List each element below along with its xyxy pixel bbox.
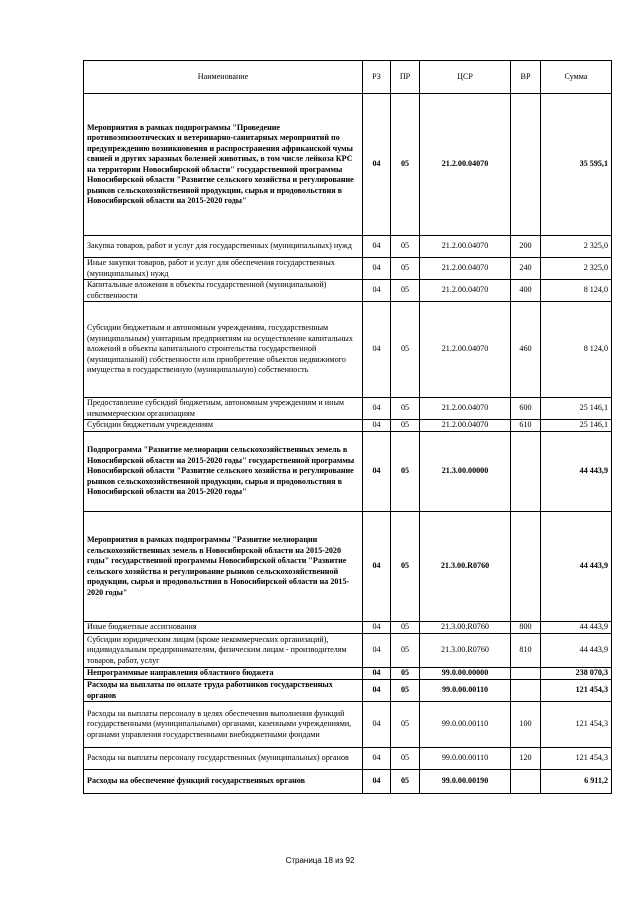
table-body <box>84 94 612 794</box>
cell-csr: 21.3.00.00000 <box>420 432 511 512</box>
cell-vr <box>511 432 541 512</box>
cell-vr <box>511 512 541 622</box>
cell-csr: 99.0.00.00190 <box>420 770 511 794</box>
cell-vr: 240 <box>511 258 541 280</box>
table-header-row <box>84 61 612 94</box>
cell-sum: 6 911,2 <box>541 770 612 794</box>
cell-rz: 04 <box>363 302 391 398</box>
cell-rz: 04 <box>363 668 391 680</box>
cell-rz: 04 <box>363 622 391 634</box>
header-pr: ПР <box>391 61 420 94</box>
cell-rz: 04 <box>363 512 391 622</box>
cell-sum: 121 454,3 <box>541 702 612 748</box>
cell-sum: 25 146,1 <box>541 398 612 420</box>
cell-rz: 04 <box>363 432 391 512</box>
cell-sum: 121 454,3 <box>541 680 612 702</box>
cell-csr: 21.2.00.04070 <box>420 94 511 236</box>
header-vr: ВР <box>511 61 541 94</box>
cell-csr: 21.2.00.04070 <box>420 236 511 258</box>
header-sum: Сумма <box>541 61 612 94</box>
page-number: Страница 18 из 92 <box>285 856 355 865</box>
cell-pr: 05 <box>391 420 420 432</box>
cell-pr: 05 <box>391 258 420 280</box>
cell-vr: 800 <box>511 622 541 634</box>
cell-pr: 05 <box>391 634 420 668</box>
cell-vr: 100 <box>511 702 541 748</box>
cell-sum: 35 595,1 <box>541 94 612 236</box>
cell-name: Субсидии бюджетным учреждениям <box>84 420 363 432</box>
cell-name: Расходы на выплаты по оплате труда работников государственных органов <box>84 680 363 702</box>
cell-name: Подпрограмма "Развитие мелиорации сельскохозяйственных земель в Новосибирской области на 2015-2020 годы" государственной программы Новосибирской области "Развитие сельского хозяйства и регулирование рынков сельскохозяйственной продукции, сырья и продовольствия в Новосибирской области на 2015-2020 годы" <box>84 432 363 512</box>
cell-sum: 44 443,9 <box>541 622 612 634</box>
header-name: Наименование <box>84 61 363 94</box>
cell-csr: 21.2.00.04070 <box>420 420 511 432</box>
cell-vr <box>511 94 541 236</box>
table-row <box>84 302 612 398</box>
cell-csr: 21.2.00.04070 <box>420 302 511 398</box>
cell-pr: 05 <box>391 94 420 236</box>
cell-rz: 04 <box>363 236 391 258</box>
cell-csr: 99.0.00.00110 <box>420 680 511 702</box>
table-row <box>84 420 612 432</box>
table-row <box>84 432 612 512</box>
table-row <box>84 512 612 622</box>
cell-name: Иные бюджетные ассигнования <box>84 622 363 634</box>
cell-csr: 99.0.00.00110 <box>420 702 511 748</box>
cell-pr: 05 <box>391 236 420 258</box>
table-row <box>84 668 612 680</box>
cell-rz: 04 <box>363 420 391 432</box>
budget-table <box>83 60 612 794</box>
cell-pr: 05 <box>391 622 420 634</box>
table-row <box>84 398 612 420</box>
cell-rz: 04 <box>363 280 391 302</box>
cell-sum: 44 443,9 <box>541 512 612 622</box>
cell-pr: 05 <box>391 432 420 512</box>
cell-csr: 21.2.00.04070 <box>420 258 511 280</box>
header-rz: РЗ <box>363 61 391 94</box>
cell-name: Расходы на обеспечение функций государственных органов <box>84 770 363 794</box>
cell-vr <box>511 770 541 794</box>
cell-name: Расходы на выплаты персоналу в целях обеспечения выполнения функций государственными (муниципальными) органами, казенными учреждениями, органами управления государственными внебюджетными фондами <box>84 702 363 748</box>
cell-rz: 04 <box>363 702 391 748</box>
cell-sum: 8 124,0 <box>541 280 612 302</box>
table-row <box>84 258 612 280</box>
cell-vr <box>511 668 541 680</box>
table-row <box>84 634 612 668</box>
cell-name: Субсидии юридическим лицам (кроме некоммерческих организаций), индивидуальным предпринимателям, физическим лицам - производителям товаров, работ, услуг <box>84 634 363 668</box>
cell-sum: 2 325,0 <box>541 236 612 258</box>
cell-sum: 44 443,9 <box>541 432 612 512</box>
cell-sum: 8 124,0 <box>541 302 612 398</box>
cell-pr: 05 <box>391 512 420 622</box>
table-row <box>84 622 612 634</box>
table-row <box>84 770 612 794</box>
cell-pr: 05 <box>391 668 420 680</box>
cell-name: Мероприятия в рамках подпрограммы "Развитие мелиорации сельскохозяйственных земель в Новосибирской области на 2015-2020 годы" государственной программы Новосибирской области "Развитие сельского хозяйства и регулирование рынков сельскохозяйственной продукции, сырья и продовольствия в Новосибирской области на 2015-2020 годы" <box>84 512 363 622</box>
cell-sum: 2 325,0 <box>541 258 612 280</box>
cell-csr: 99.0.00.00110 <box>420 748 511 770</box>
cell-rz: 04 <box>363 398 391 420</box>
cell-name: Иные закупки товаров, работ и услуг для обеспечения государственных (муниципальных) нужд <box>84 258 363 280</box>
cell-csr: 21.3.00.R0760 <box>420 634 511 668</box>
cell-vr: 200 <box>511 236 541 258</box>
cell-csr: 21.2.00.04070 <box>420 280 511 302</box>
cell-vr: 610 <box>511 420 541 432</box>
cell-rz: 04 <box>363 634 391 668</box>
cell-sum: 238 070,3 <box>541 668 612 680</box>
cell-pr: 05 <box>391 398 420 420</box>
cell-sum: 121 454,3 <box>541 748 612 770</box>
cell-pr: 05 <box>391 748 420 770</box>
cell-name: Предоставление субсидий бюджетным, автономным учреждениям и иным некоммерческим организациям <box>84 398 363 420</box>
cell-rz: 04 <box>363 258 391 280</box>
cell-rz: 04 <box>363 680 391 702</box>
cell-rz: 04 <box>363 94 391 236</box>
cell-sum: 44 443,9 <box>541 634 612 668</box>
cell-pr: 05 <box>391 302 420 398</box>
cell-csr: 21.2.00.04070 <box>420 398 511 420</box>
cell-name: Непрограммные направления областного бюджета <box>84 668 363 680</box>
cell-name: Мероприятия в рамках подпрограммы "Проведение противоэпизоотических и ветеринарно-санитарных мероприятий по предупреждению возникновения и распространения африканской чумы свиней и других заразных болезней животных, в том числе лейкоза КРС на территории Новосибирской области" государственной программы Новосибирской области "Развитие сельского хозяйства и регулирование рынков сельскохозяйственной продукции, сырья и продовольствия в Новосибирской области на 2015-2020 годы" <box>84 94 363 236</box>
cell-pr: 05 <box>391 702 420 748</box>
cell-pr: 05 <box>391 680 420 702</box>
cell-name: Закупка товаров, работ и услуг для государственных (муниципальных) нужд <box>84 236 363 258</box>
cell-csr: 21.3.00.R0760 <box>420 512 511 622</box>
table-row <box>84 236 612 258</box>
cell-vr: 810 <box>511 634 541 668</box>
cell-csr: 99.0.00.00000 <box>420 668 511 680</box>
cell-name: Расходы на выплаты персоналу государственных (муниципальных) органов <box>84 748 363 770</box>
table-row <box>84 680 612 702</box>
cell-rz: 04 <box>363 770 391 794</box>
header-csr: ЦСР <box>420 61 511 94</box>
cell-vr <box>511 680 541 702</box>
cell-vr: 460 <box>511 302 541 398</box>
cell-rz: 04 <box>363 748 391 770</box>
cell-name: Субсидии бюджетным и автономным учреждениям, государственным (муниципальным) унитарным предприятиям на осуществление капитальных вложений в объекты капитального строительства государственной (муниципальной) собственности или приобретение объектов недвижимого имущества в государственную (муниципальную) собственность <box>84 302 363 398</box>
cell-csr: 21.3.00.R0760 <box>420 622 511 634</box>
cell-pr: 05 <box>391 770 420 794</box>
cell-vr: 120 <box>511 748 541 770</box>
table-row <box>84 748 612 770</box>
table-row <box>84 702 612 748</box>
cell-pr: 05 <box>391 280 420 302</box>
cell-name: Капитальные вложения в объекты государственной (муниципальной) собственности <box>84 280 363 302</box>
table-row <box>84 94 612 236</box>
cell-vr: 400 <box>511 280 541 302</box>
table-row <box>84 280 612 302</box>
cell-vr: 600 <box>511 398 541 420</box>
cell-sum: 25 146,1 <box>541 420 612 432</box>
